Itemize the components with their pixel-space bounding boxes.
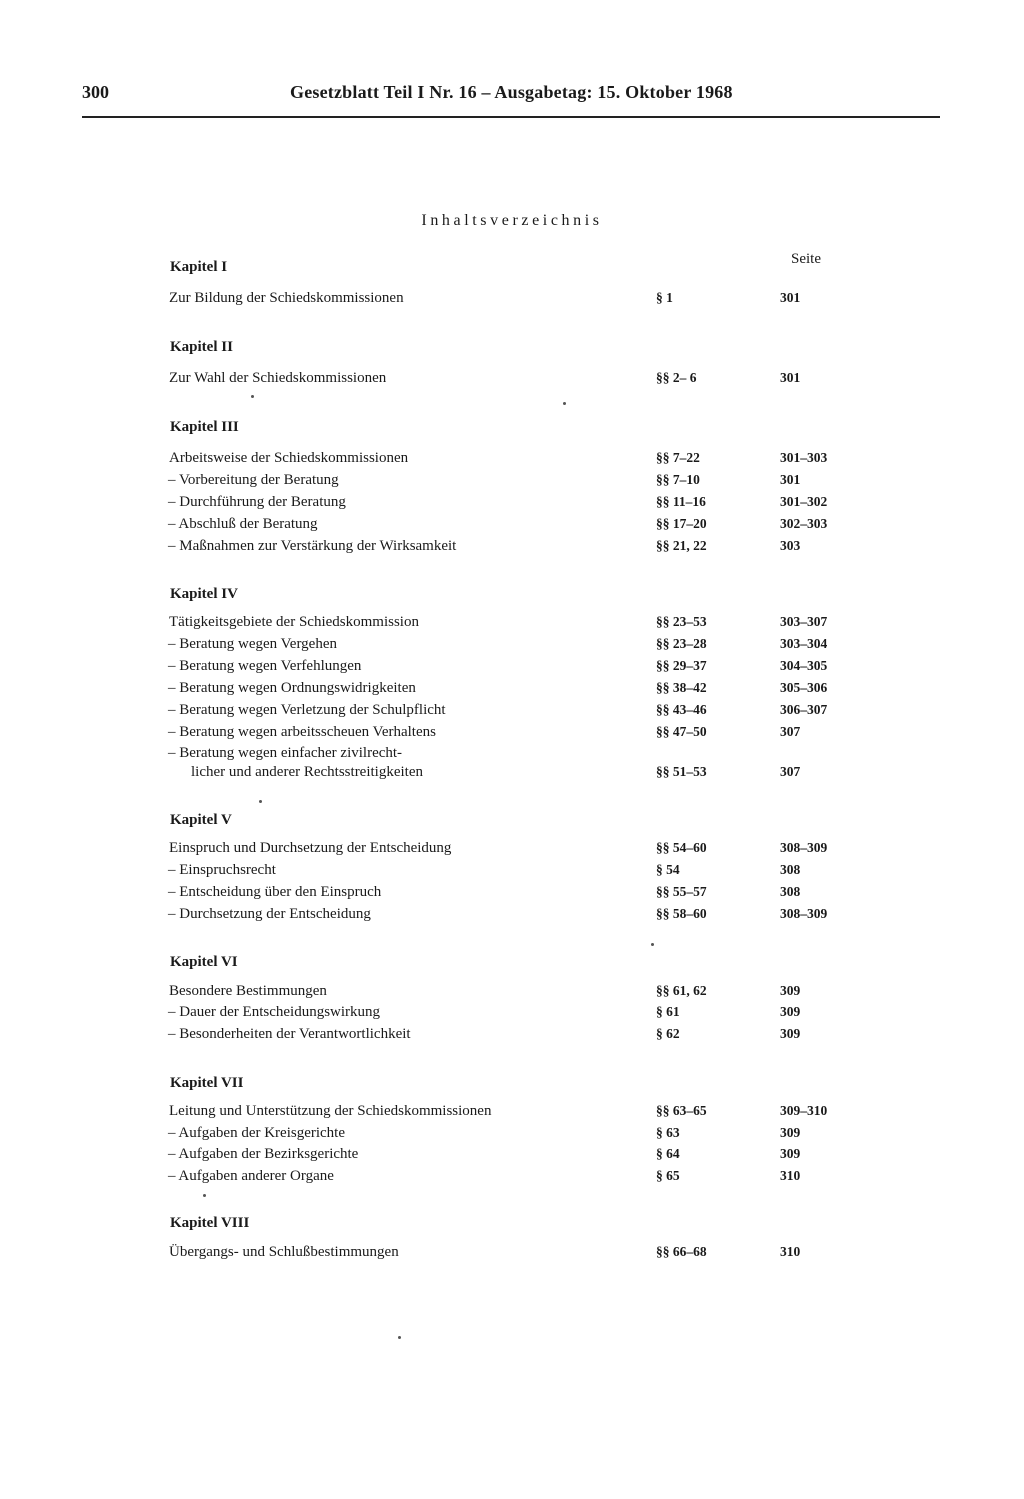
toc-entry-text: – Vorbereitung der Beratung <box>168 472 339 488</box>
toc-entry-pages: 307 <box>780 764 801 779</box>
toc-entry-paragraphs: §§ 17–20 <box>656 516 707 531</box>
toc-entry-pages: 309 <box>780 983 801 998</box>
scan-speck <box>651 943 654 946</box>
toc-entry-pages: 301–303 <box>780 450 828 465</box>
toc-entry-pages: 303 <box>780 538 801 553</box>
toc-entry-paragraphs: §§ 38–42 <box>656 680 707 695</box>
toc-entry-text: Übergangs- und Schlußbestimmungen <box>169 1244 399 1260</box>
toc-entry-pages: 301 <box>780 472 801 487</box>
chapter-heading: Kapitel II <box>170 339 233 355</box>
toc-entry <box>0 514 1024 534</box>
toc-entry-text: – Durchführung der Beratung <box>168 494 346 510</box>
toc-entry <box>0 1166 1024 1186</box>
toc-entry-paragraphs: §§ 54–60 <box>656 840 707 855</box>
toc-entry <box>0 612 1024 632</box>
scan-speck <box>259 800 262 803</box>
toc-entry-pages: 310 <box>780 1168 801 1183</box>
toc-entry-paragraphs: §§ 58–60 <box>656 906 707 921</box>
toc-entry <box>0 1144 1024 1164</box>
toc-entry-paragraphs: §§ 29–37 <box>656 658 707 673</box>
toc-entry <box>0 1024 1024 1044</box>
toc-entry-text: – Beratung wegen Verfehlungen <box>168 658 362 674</box>
toc-entry-text: – Aufgaben der Kreisgerichte <box>168 1125 346 1141</box>
toc-entry-text: – Beratung wegen Vergehen <box>168 636 337 652</box>
header-rule <box>82 116 940 118</box>
page-header <box>82 82 940 108</box>
toc-entry-text: – Entscheidung über den Einspruch <box>168 884 382 900</box>
toc-entry <box>0 1123 1024 1143</box>
toc-entry-text: – Aufgaben anderer Organe <box>168 1168 334 1184</box>
toc-entry <box>0 1101 1024 1121</box>
toc-entry <box>0 368 1024 388</box>
toc-entry-text: Zur Wahl der Schiedskommissionen <box>169 370 387 386</box>
toc-entry-pages: 307 <box>780 724 801 739</box>
toc-entry <box>0 1242 1024 1262</box>
toc-entry-paragraphs: §§ 21, 22 <box>656 538 707 553</box>
toc-entry-text: – Beratung wegen einfacher zivilrecht- <box>168 745 403 761</box>
toc-entry-paragraphs: §§ 11–16 <box>656 494 706 509</box>
toc-entry <box>0 722 1024 742</box>
toc-entry-pages: 308–309 <box>780 906 828 921</box>
toc-entry <box>0 981 1024 1001</box>
toc-entry <box>0 448 1024 468</box>
toc-entry <box>0 288 1024 308</box>
toc-entry <box>0 1002 1024 1022</box>
toc-entry-paragraphs: § 61 <box>656 1004 680 1019</box>
toc-entry <box>0 700 1024 720</box>
toc-entry-text: – Dauer der Entscheidungswirkung <box>168 1004 381 1020</box>
toc-entry <box>0 536 1024 556</box>
toc-entry-text: – Beratung wegen Verletzung der Schulpflicht <box>168 702 446 718</box>
toc-entry-paragraphs: § 64 <box>656 1146 680 1161</box>
toc-entry <box>0 470 1024 490</box>
toc-entry-paragraphs: §§ 23–28 <box>656 636 707 651</box>
toc-title: Inhaltsverzeichnis <box>421 212 603 229</box>
chapter-heading: Kapitel V <box>170 812 232 828</box>
toc-entry-pages: 308–309 <box>780 840 828 855</box>
toc-entry-pages: 304–305 <box>780 658 828 673</box>
toc-entry-paragraphs: § 54 <box>656 862 680 877</box>
toc-entry-pages: 306–307 <box>780 702 828 717</box>
toc-entry-paragraphs: §§ 47–50 <box>656 724 707 739</box>
page-number: 300 <box>82 82 109 102</box>
toc-entry-text: Arbeitsweise der Schiedskommissionen <box>169 450 409 466</box>
header-title: Gesetzblatt Teil I Nr. 16 – Ausgabetag: 15. Oktober 1968 <box>290 82 733 102</box>
toc-entry-pages: 301–302 <box>780 494 828 509</box>
scan-speck <box>203 1194 206 1197</box>
toc-entry-pages: 301 <box>780 290 801 305</box>
toc-entry-pages: 309 <box>780 1146 801 1161</box>
scan-speck <box>398 1336 401 1339</box>
chapter-heading: Kapitel III <box>170 419 239 435</box>
toc-entry <box>0 882 1024 902</box>
toc-entry-pages: 309–310 <box>780 1103 828 1118</box>
toc-entry-paragraphs: §§ 7–10 <box>656 472 700 487</box>
toc-entry-text: Tätigkeitsgebiete der Schiedskommission <box>169 614 419 630</box>
chapter-heading: Kapitel I <box>170 259 228 275</box>
chapter-heading: Kapitel VI <box>170 954 238 970</box>
toc-entry-text: – Beratung wegen arbeitsscheuen Verhaltens <box>168 724 436 740</box>
toc-entry-paragraphs: § 63 <box>656 1125 680 1140</box>
toc-entry-text: – Besonderheiten der Verantwortlichkeit <box>168 1026 411 1042</box>
toc-entry-pages: 309 <box>780 1026 801 1041</box>
seite-column-label: Seite <box>791 251 821 267</box>
toc-entry-paragraphs: § 1 <box>656 290 673 305</box>
toc-entry <box>0 743 1024 763</box>
toc-entry-pages: 301 <box>780 370 801 385</box>
toc-entry-text: Besondere Bestimmungen <box>169 983 327 999</box>
toc-entry <box>0 678 1024 698</box>
toc-entry <box>0 634 1024 654</box>
toc-entry-text: – Einspruchsrecht <box>168 862 276 878</box>
toc-entry-pages: 305–306 <box>780 680 828 695</box>
scan-speck <box>251 395 254 398</box>
toc-entry-paragraphs: §§ 61, 62 <box>656 983 707 998</box>
toc-entry-pages: 303–304 <box>780 636 828 651</box>
toc-entry <box>0 656 1024 676</box>
toc-entry-pages: 302–303 <box>780 516 828 531</box>
toc-entry-pages: 303–307 <box>780 614 828 629</box>
toc-entry-paragraphs: § 65 <box>656 1168 680 1183</box>
toc-entry-text: licher und anderer Rechtsstreitigkeiten <box>191 764 423 780</box>
toc-entry-pages: 309 <box>780 1004 801 1019</box>
chapter-heading: Kapitel VII <box>170 1075 244 1091</box>
toc-entry-paragraphs: §§ 51–53 <box>656 764 707 779</box>
toc-entry <box>0 838 1024 858</box>
scan-speck <box>563 402 566 405</box>
toc-entry <box>0 762 1024 782</box>
chapter-heading: Kapitel VIII <box>170 1215 250 1231</box>
toc-entry-text: Einspruch und Durchsetzung der Entscheidung <box>169 840 452 856</box>
chapter-heading: Kapitel IV <box>170 586 238 602</box>
toc-entry-text: – Durchsetzung der Entscheidung <box>168 906 371 922</box>
toc-entry-text: Leitung und Unterstützung der Schiedskommissionen <box>169 1103 492 1119</box>
toc-entry <box>0 492 1024 512</box>
toc-entry-paragraphs: §§ 63–65 <box>656 1103 707 1118</box>
toc-entry-paragraphs: §§ 23–53 <box>656 614 707 629</box>
toc-entry-paragraphs: §§ 55–57 <box>656 884 707 899</box>
toc-entry-text: – Maßnahmen zur Verstärkung der Wirksamkeit <box>168 538 457 554</box>
toc-entry-pages: 308 <box>780 862 801 877</box>
toc-entry-paragraphs: §§ 43–46 <box>656 702 707 717</box>
toc-entry-paragraphs: §§ 7–22 <box>656 450 700 465</box>
toc-entry-paragraphs: §§ 2– 6 <box>656 370 697 385</box>
toc-entry-text: – Abschluß der Beratung <box>168 516 318 532</box>
toc-entry <box>0 860 1024 880</box>
toc-entry-paragraphs: §§ 66–68 <box>656 1244 707 1259</box>
toc-entry-text: – Beratung wegen Ordnungswidrigkeiten <box>168 680 416 696</box>
toc-entry-pages: 309 <box>780 1125 801 1140</box>
toc-entry <box>0 904 1024 924</box>
toc-entry-pages: 308 <box>780 884 801 899</box>
toc-entry-pages: 310 <box>780 1244 801 1259</box>
toc-entry-text: – Aufgaben der Bezirksgerichte <box>168 1146 359 1162</box>
toc-entry-paragraphs: § 62 <box>656 1026 680 1041</box>
toc-entry-text: Zur Bildung der Schiedskommissionen <box>169 290 404 306</box>
